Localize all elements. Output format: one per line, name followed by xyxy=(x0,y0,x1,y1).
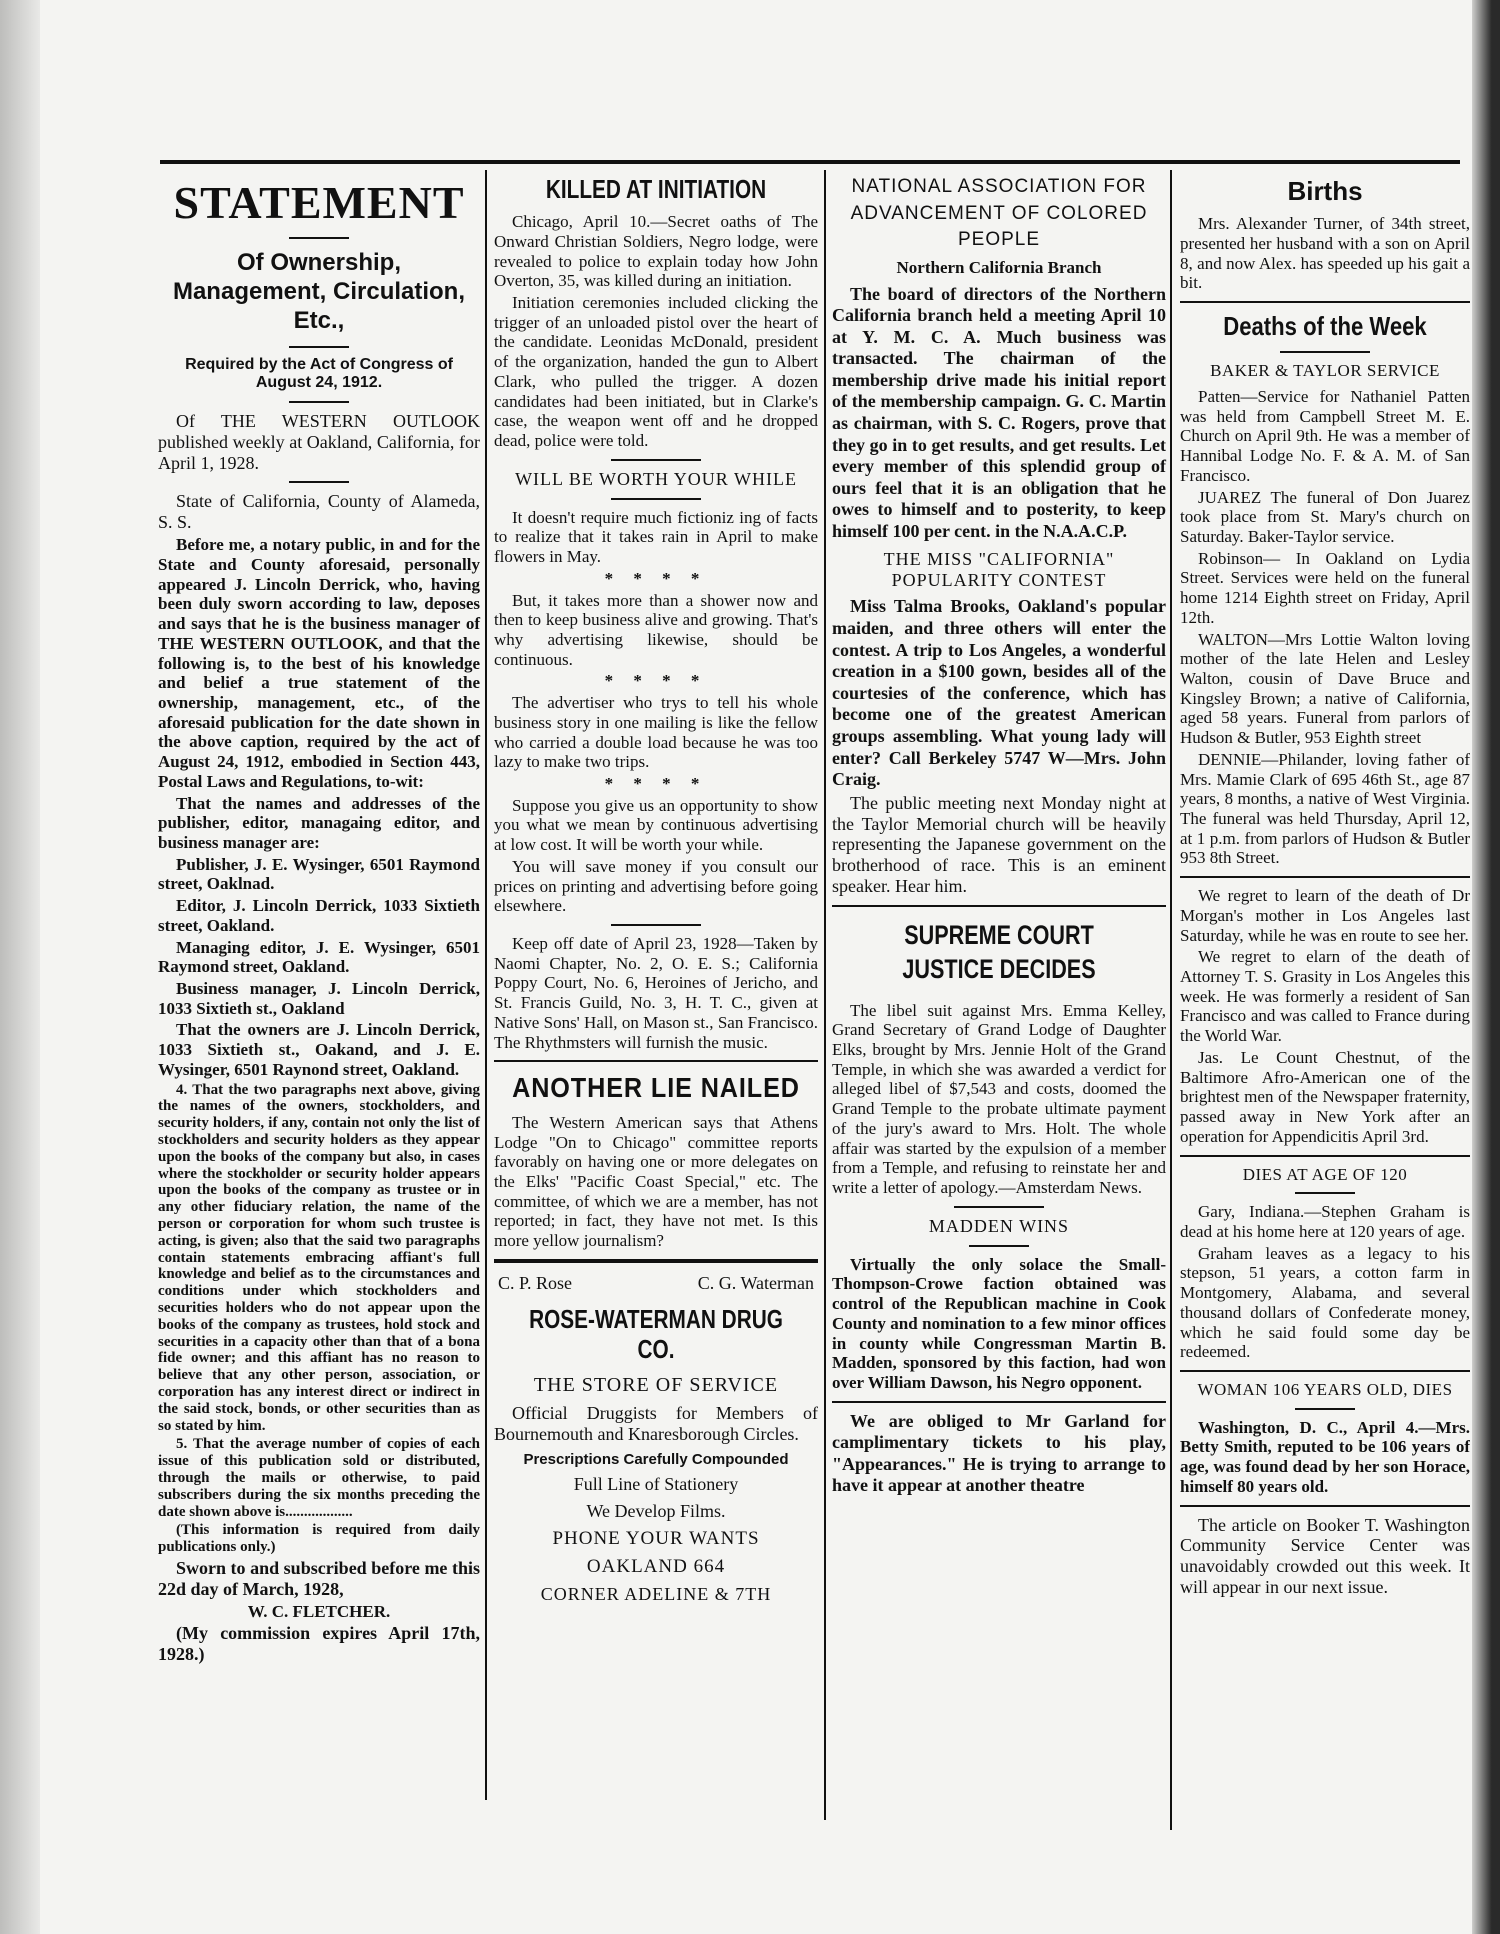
column-births-deaths xyxy=(1180,170,1470,1600)
booker-notice: The article on Booker T. Washington Community Service Center was unavoidably crowded out this week. It will appear in our next issue. xyxy=(1180,1514,1470,1598)
death-notice: JUAREZ The funeral of Don Juarez took place from St. Mary's church on Saturday. Baker-Taylor service. xyxy=(1180,487,1470,546)
ad-name-left: C. P. Rose xyxy=(498,1272,573,1293)
naacp-branch: Northern California Branch xyxy=(896,257,1102,277)
divider xyxy=(1180,1505,1470,1507)
article-paragraph: You will save money if you consult our prices on printing and advertising before going elsewhere. xyxy=(494,856,818,916)
statement-small-paragraph: 4. That the two paragraphs next above, giving the names of the owners, stockholders, and security holders, if any, contain not only the list of stockholders and security holders as they appear upon the books of the company but also, in cases where the stockholder or security holder appears upon the books of the company as trustee or in any other fiduciary relation, the name of the person or corporation for whom such trustee is acting, is given; also that the said two paragraphs contain statements embracing affiant's full knowledge and belief as to the circumstances and conditions under which stockholders and securities holders who do not appear upon the books of the company as trustees, hold stock and securities in a capacity other than that of a bona fide owner; and this affiant has no reason to believe that any other person, association, or corporation has any interest direct or indirect in the said stock, bonds, or other securities than as so stated by him. xyxy=(158,1081,480,1434)
divider xyxy=(289,481,349,483)
article-paragraph: Washington, D. C., April 4.—Mrs. Betty Smith, reputed to be 106 years of age, was found dead by her son Horace, himself 80 years old. xyxy=(1180,1417,1470,1496)
article-paragraph: It doesn't require much fictioniz ing of facts to realize that it takes rain in April to make flowers in May. xyxy=(494,507,818,567)
commission-line: (My commission expires April 17th, 1928.) xyxy=(158,1623,480,1665)
divider xyxy=(1180,301,1470,303)
article-paragraph: The public meeting next Monday night at the Taylor Memorial church will be heavily representing the Japanese government on the brotherhood of race. This is an eminent speaker. Hear him. xyxy=(832,792,1166,897)
deaths-headline: Deaths of the Week xyxy=(1223,311,1427,342)
column-statement xyxy=(158,170,480,1667)
page-edge xyxy=(1472,0,1500,1934)
naacp-body: The board of directors of the Northern California branch held a meeting April 10 at Y. M. C. A. Much business was transacted. The chairman of the membership drive made his initial report of the membership campaign. G. C. Martin as chairman, with S. C. Rogers, prove that they go in to get results, and get results. Let every member of this splendid group of ours feel that it is an obligation that he owes to himself and to posterity, to keep himself 100 per cent. in the N.A.A.C.P. xyxy=(832,283,1166,542)
divider xyxy=(494,1259,818,1263)
article-paragraph: Virtually the only solace the Small-Thompson-Crowe faction obtained was control of the Republican machine in Cook County and nomination to a few minor offices in county while Congressman Martin B. Madden, sponsored by this faction, had won over William Dawson, his Negro opponent. xyxy=(832,1254,1166,1392)
death-notice: DENNIE—Philander, loving father of Mrs. Mamie Clark of 695 46th St., age 87 years, 8 months, a native of West Virginia. The funeral was held Thursday, April 12, at 1 p.m. from parlors of Hudson & Butler 953 8th Street. xyxy=(1180,749,1470,868)
ad-name-right: C. G. Waterman xyxy=(697,1272,814,1293)
article-paragraph: The Western American says that Athens Lodge "On to Chicago" committee reports favorably on having one or more delegates on the Elks' "Pacific Coast Special," etc. The committee, of which we are a member, has not reported; in fact, they have not met. Is this more yellow journalism? xyxy=(494,1112,818,1251)
garland-notice: We are obliged to Mr Garland for camplimentary tickets to his play, "Appearances." He is trying to arrange to have it appear at another theatre xyxy=(832,1410,1166,1496)
top-rule xyxy=(160,160,1460,164)
naacp-headline: NATIONAL ASSOCIATION FOR ADVANCEMENT OF COLORED PEOPLE xyxy=(850,176,1148,251)
article-paragraph: But, it takes more than a shower now and then to keep business alive and growing. That's why advertising likewise, should be continuous. xyxy=(494,590,818,669)
dies-headline: DIES AT AGE OF 120 xyxy=(1242,1164,1408,1184)
statement-paragraph: Editor, J. Lincoln Derrick, 1033 Sixtieth street, Oakland. xyxy=(158,896,480,935)
divider xyxy=(289,237,349,239)
lie-headline: ANOTHER LIE NAILED xyxy=(512,1072,800,1104)
article-paragraph: Graham leaves as a legacy to his stepson, 51 years, a cotton farm in Montgomery, Alabama, and several thousand dollars of Confederate money, which he said fould some day be redeemed. xyxy=(1180,1243,1470,1362)
keep-off-notice: Keep off date of April 23, 1928—Taken by Naomi Chapter, No. 2, O. E. S.; California Poppy Court, No. 6, Heroines of Jericho, and St. Francis Guild, No. 3, H. T. C., given at Native Sons' Hall, on Mason st., San Francisco. The Rhythmsters will furnish the music. xyxy=(494,934,818,1052)
state-line: State of California, County of Alameda, S. S. xyxy=(158,491,480,533)
miss-california-body: Miss Talma Brooks, Oakland's popular maiden, and three others will enter the contest. A trip to Los Angeles, a wonderful creation in a $100 gown, besides all of the courtesies of the conference, which has become one of the greatest American groups assembling. What young lady will enter? Call Berkeley 5747 W—Mrs. John Craig. xyxy=(832,596,1166,790)
ad-number: OAKLAND 664 xyxy=(586,1556,726,1578)
divider xyxy=(1280,351,1370,353)
killed-headline: KILLED AT INITIATION xyxy=(545,174,767,204)
column-news-2 xyxy=(494,170,818,1611)
divider xyxy=(611,498,701,500)
ad-prescriptions: Prescriptions Carefully Compounded xyxy=(523,1450,789,1468)
divider xyxy=(1180,1155,1470,1157)
miss-california-headline: THE MISS "CALIFORNIA" POPULARITY CONTEST xyxy=(883,548,1115,590)
stars-separator: * * * * xyxy=(604,671,708,691)
baker-taylor-heading: BAKER & TAYLOR SERVICE xyxy=(1210,361,1440,381)
worth-headline: WILL BE WORTH YOUR WHILE xyxy=(515,468,797,489)
page-binding xyxy=(0,0,40,1934)
ad-names xyxy=(498,1273,814,1294)
column-news-3 xyxy=(832,170,1166,1499)
regret-notice: We regret to learn of the death of Dr Morgan's mother in Los Angeles last Saturday, while he was en route to see her. xyxy=(1180,886,1470,945)
statement-small-paragraph: (This information is required from daily publications only.) xyxy=(158,1522,480,1556)
births-headline: Births xyxy=(1287,176,1363,206)
signature: W. C. FLETCHER. xyxy=(247,1601,391,1621)
regret-notice: Jas. Le Count Chestnut, of the Baltimore Afro-American one of the brightest men of the Newspaper fraternity, passed away in New York after an operation for Appendicitis April 3rd. xyxy=(1180,1047,1470,1146)
statement-paragraph: Publisher, J. E. Wysinger, 6501 Raymond street, Oaklnad. xyxy=(158,854,480,894)
divider xyxy=(969,1245,1029,1247)
ad-corner: CORNER ADELINE & 7TH xyxy=(540,1584,772,1605)
statement-paragraph: That the owners are J. Lincoln Derrick, 1033 Sixtieth st., Oakand, and J. E. Wysinger, 6501 Raynond street, Oakland. xyxy=(158,1020,480,1079)
statement-intro: Of THE WESTERN OUTLOOK published weekly at Oakland, California, for April 1, 1928. xyxy=(158,410,480,473)
divider xyxy=(832,905,1166,907)
divider xyxy=(832,1401,1166,1403)
ad-official: Official Druggists for Members of Bournemouth and Knaresborough Circles. xyxy=(494,1403,818,1445)
article-paragraph: Chicago, April 10.—Secret oaths of The Onward Christian Soldiers, Negro lodge, were revealed to police to explain today how John Overton, 35, was killed during an initiation. xyxy=(494,212,818,291)
ad-films: We Develop Films. xyxy=(586,1501,726,1522)
statement-paragraph: Before me, a notary public, in and for the State and County aforesaid, personally appeared J. Lincoln Derrick, who, having been duly sworn according to law, deposes and says that he is the business manager of THE WESTERN OUTLOOK, and that the following is, to the best of his knowledge and belief a true statement of the ownership, management, etc., of the aforesaid publication for the date shown in the above caption, required by the act of August 24, 1912, embodied in Section 443, Postal Laws and Regulations, to-wit: xyxy=(158,535,480,791)
madden-headline: MADDEN WINS xyxy=(928,1215,1070,1236)
divider xyxy=(289,401,349,403)
divider xyxy=(611,459,701,461)
article-paragraph: Gary, Indiana.—Stephen Graham is dead at his home here at 120 years of age. xyxy=(1180,1202,1470,1241)
divider xyxy=(1295,1408,1355,1410)
regret-notice: We regret to elarn of the death of Attorney T. S. Grasity in Los Angeles this week. He was formerly a resident of San Francisco and was called to France during the World War. xyxy=(1180,947,1470,1046)
sworn-line: Sworn to and subscribed before me this 22d day of March, 1928, xyxy=(158,1557,480,1599)
divider xyxy=(494,1060,818,1062)
births-notice: Mrs. Alexander Turner, of 34th street, presented her husband with a son on April 8, and now Alex. has speeded up his gait a bit. xyxy=(1180,214,1470,293)
divider xyxy=(954,1206,1044,1208)
article-paragraph: The advertiser who trys to tell his whole business story in one mailing is like the fellow who carried a double load because he was too lazy to make two trips. xyxy=(494,693,818,772)
statement-paragraph: Managing editor, J. E. Wysinger, 6501 Raymond street, Oakland. xyxy=(158,937,480,977)
ad-company: ROSE-WATERMAN DRUG CO. xyxy=(529,1303,783,1364)
death-notice: Patten—Service for Nathaniel Patten was held from Campbell Street M. E. Church on April 9th. He was a member of Hannibal Lodge No. F. & A. M. of San Francisco. xyxy=(1180,386,1470,485)
stars-separator: * * * * xyxy=(604,568,708,588)
ad-stationery: Full Line of Stationery xyxy=(573,1474,739,1495)
statement-headline: STATEMENT xyxy=(173,177,465,228)
ad-phone: PHONE YOUR WANTS xyxy=(552,1528,760,1550)
column-rule-2 xyxy=(824,170,826,1820)
court-headline: SUPREME COURT JUSTICE DECIDES xyxy=(902,920,1096,984)
divider xyxy=(1180,876,1470,878)
ad-slogan: THE STORE OF SERVICE xyxy=(533,1374,779,1397)
stars-separator: * * * * xyxy=(604,774,708,793)
statement-paragraph: That the names and addresses of the publisher, editor, managaing editor, and business manager are: xyxy=(158,793,480,852)
column-rule-3 xyxy=(1170,170,1172,1830)
death-notice: WALTON—Mrs Lottie Walton loving mother of the late Helen and Lesley Walton, cousin of Dave Bruce and Kingsley Brown; a native of California, aged 58 years. Funeral from parlors of Hudson & Butler, 953 Eighth street xyxy=(1180,629,1470,748)
woman-headline: WOMAN 106 YEARS OLD, DIES xyxy=(1197,1379,1453,1399)
statement-subheadline: Of Ownership, Management, Circulation, Etc., xyxy=(172,249,466,334)
act-line: Required by the Act of Congress of August 24, 1912. xyxy=(185,355,453,392)
divider xyxy=(1180,1370,1470,1372)
column-rule-1 xyxy=(485,170,487,1800)
article-paragraph: Suppose you give us an opportunity to show you what we mean by continuous advertising at low cost. It will be worth your while. xyxy=(494,795,818,855)
article-paragraph: The libel suit against Mrs. Emma Kelley, Grand Secretary of Grand Lodge of Daughter Elks, brought by Mrs. Jennie Holt of the Grand Temple, in which she was awarded a verdict for alleged libel of $7,543 and costs, doomed the Grand Temple to the probate ultimate payment of the jury's award to Mrs. Holt. The whole affair was started by the expulsion of a member from a Temple, and refusing to reinstate her and write a letter of apology.—Amsterdam News. xyxy=(832,1000,1166,1198)
divider xyxy=(289,346,349,348)
divider xyxy=(611,924,701,926)
statement-paragraph: Business manager, J. Lincoln Derrick, 1033 Sixtieth st., Oakland xyxy=(158,979,480,1018)
article-paragraph: Initiation ceremonies included clicking the trigger of an unloaded pistol over the heart of the candidate. Leonidas McDonald, president of the organization, handed the gun to Albert Clark, who pulled the trigger. A dozen candidates had been initiated, but in Clarke's case, the weapon went off and he dropped dead, police were told. xyxy=(494,293,818,451)
death-notice: Robinson— In Oakland on Lydia Street. Services were held on the funeral home 1214 Eighth street on Friday, April 12th. xyxy=(1180,548,1470,627)
statement-small-paragraph: 5. That the average number of copies of each issue of this publication sold or distributed, through the mails or otherwise, to paid subscribers during the six months preceding the date shown above is.................. xyxy=(158,1436,480,1520)
divider xyxy=(1295,1192,1355,1194)
